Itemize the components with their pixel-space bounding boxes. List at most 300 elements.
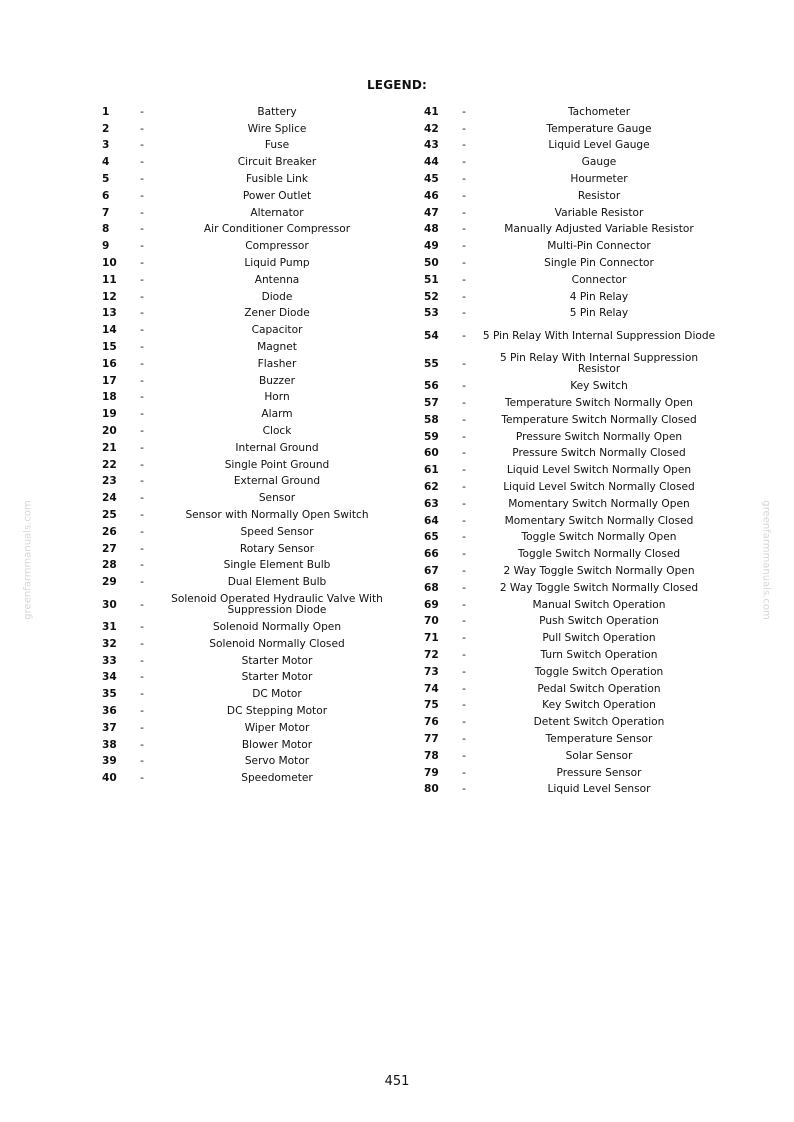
legend-number: 38 [102,738,117,751]
legend-separator: - [462,397,466,410]
legend-label: Zener Diode [244,307,310,320]
legend-separator: - [462,122,466,135]
legend-number: 56 [424,380,439,393]
legend-label: Speed Sensor [240,525,314,538]
legend-row [418,205,718,222]
legend-label: Pull Switch Operation [542,632,656,645]
legend-separator: - [140,408,144,421]
legend-separator: - [140,576,144,589]
legend-separator: - [462,565,466,578]
legend-row [418,580,718,597]
legend-label: Multi-Pin Connector [547,240,651,253]
legend-row [418,597,718,614]
legend-label: Detent Switch Operation [533,716,665,729]
legend-row [96,474,396,491]
legend-label: Hourmeter [570,173,628,186]
legend-label: Wiper Motor [244,721,310,734]
legend-separator: - [462,329,466,342]
legend-separator: - [140,559,144,572]
legend-number: 12 [102,290,117,303]
legend-row [418,138,718,155]
legend-separator: - [140,425,144,438]
legend-separator: - [140,357,144,370]
legend-row [96,524,396,541]
legend-row [96,322,396,339]
legend-row [418,429,718,446]
legend-row [418,630,718,647]
legend-row [418,446,718,463]
legend-separator: - [140,688,144,701]
legend-number: 40 [102,772,117,785]
legend-separator: - [140,755,144,768]
legend-number: 45 [424,173,439,186]
legend-label: Magnet [257,341,297,354]
legend-number: 62 [424,481,439,494]
legend-number: 44 [424,156,439,169]
legend-label: Solenoid Normally Closed [209,637,345,650]
legend-label: Horn [264,391,290,404]
legend-label: Starter Motor [241,654,313,667]
legend-label: Toggle Switch Normally Open [521,531,677,544]
legend-title: LEGEND: [366,78,428,92]
legend-row [96,770,396,787]
legend-number: 1 [102,105,110,118]
legend-row [418,104,718,121]
legend-separator: - [462,649,466,661]
legend-number: 24 [102,492,117,505]
legend-row [96,440,396,457]
legend-number: 72 [424,649,439,661]
legend-separator: - [140,257,144,270]
legend-separator: - [140,341,144,354]
legend-column-right [418,104,718,798]
legend-row [96,272,396,289]
legend-number: 33 [102,654,117,667]
legend-number: 46 [424,189,439,202]
legend-row [96,653,396,670]
legend-number: 30 [102,598,117,611]
legend-label: Manual Switch Operation [532,598,666,611]
legend-separator: - [462,447,466,460]
legend-separator: - [462,783,466,796]
legend-separator: - [140,105,144,118]
legend-separator: - [140,273,144,286]
legend-label: Alternator [250,206,304,219]
legend-separator: - [140,542,144,555]
legend-label: Rotary Sensor [239,542,315,555]
legend-label: Liquid Level Sensor [547,783,651,796]
legend-label: Temperature Sensor [545,732,653,745]
legend-label: Pressure Switch Normally Closed [512,447,686,460]
legend-row [96,255,396,272]
legend-number: 32 [102,637,117,650]
legend-label: Liquid Pump [244,257,310,270]
legend-label: Toggle Switch Normally Closed [517,548,681,561]
legend-label: Pedal Switch Operation [537,682,661,695]
legend-number: 79 [424,766,439,779]
legend-label: Alarm [261,408,293,421]
legend-row [96,507,396,524]
legend-separator: - [462,682,466,695]
legend-row [418,731,718,748]
legend-number: 34 [102,671,117,684]
legend-separator: - [140,156,144,169]
legend-number: 80 [424,783,439,796]
legend-separator: - [462,581,466,594]
legend-number: 10 [102,257,117,270]
legend-label: Speedometer [241,772,313,785]
legend-label: Wire Splice [247,122,307,135]
legend-number: 67 [424,565,439,578]
legend-row [96,636,396,653]
legend-row [96,356,396,373]
legend-number: 47 [424,206,439,219]
legend-number: 37 [102,721,117,734]
legend-separator: - [140,738,144,751]
legend-label: DC Stepping Motor [226,704,328,717]
legend-number: 35 [102,688,117,701]
legend-label: Momentary Switch Normally Open [508,497,690,510]
legend-number: 74 [424,682,439,695]
legend-row [96,154,396,171]
legend-row [418,412,718,429]
legend-number: 77 [424,732,439,745]
legend-label: Sensor [258,492,296,505]
legend-row [96,423,396,440]
legend-row [418,322,718,350]
legend-row [418,306,718,323]
legend-label: Temperature Switch Normally Closed [501,413,697,426]
legend-row [96,188,396,205]
legend-number: 51 [424,273,439,286]
legend-row [96,591,396,619]
legend-number: 22 [102,458,117,471]
legend-number: 28 [102,559,117,572]
legend-label: Dual Element Bulb [227,576,327,589]
legend-separator: - [462,156,466,169]
legend-label: Solenoid Normally Open [212,621,342,633]
watermark-left: greenfarmmanuals.com [22,500,34,620]
legend-row [418,513,718,530]
legend-separator: - [140,189,144,202]
legend-number: 26 [102,525,117,538]
legend-row [418,154,718,171]
legend-number: 61 [424,464,439,477]
legend-number: 15 [102,341,117,354]
legend-column-left [96,104,396,787]
legend-row [96,703,396,720]
legend-row [96,541,396,558]
legend-row [96,138,396,155]
legend-separator: - [462,766,466,779]
legend-separator: - [462,531,466,544]
legend-row [96,306,396,323]
legend-row [96,686,396,703]
legend-separator: - [140,509,144,522]
legend-number: 48 [424,223,439,236]
legend-separator: - [462,497,466,510]
legend-number: 17 [102,374,117,387]
legend-number: 36 [102,704,117,717]
legend-separator: - [462,464,466,477]
legend-number: 8 [102,223,110,236]
legend-label: Sensor with Normally Open Switch [185,509,369,522]
legend-number: 5 [102,173,110,186]
legend-label: 2 Way Toggle Switch Normally Open [503,565,695,578]
legend-number: 18 [102,391,117,404]
legend-separator: - [140,173,144,186]
legend-label: 5 Pin Relay With Internal Suppression Resistor [499,352,699,376]
legend-separator: - [462,548,466,561]
legend-separator: - [140,458,144,471]
legend-separator: - [140,374,144,387]
legend-row [418,546,718,563]
legend-separator: - [462,598,466,611]
legend-number: 25 [102,509,117,522]
legend-number: 57 [424,397,439,410]
legend-label: 4 Pin Relay [569,290,629,303]
legend-number: 27 [102,542,117,555]
legend-row [96,406,396,423]
legend-row [418,698,718,715]
legend-separator: - [140,290,144,303]
legend-label: Blower Motor [241,738,313,751]
legend-row [418,272,718,289]
legend-row [96,205,396,222]
legend-row [418,748,718,765]
legend-label: Battery [257,105,297,118]
legend-number: 63 [424,497,439,510]
legend-label: Pressure Sensor [556,766,642,779]
legend-separator: - [140,598,144,611]
legend-separator: - [462,105,466,118]
legend-label: Buzzer [259,374,295,387]
legend-row [96,238,396,255]
legend-row [418,664,718,681]
legend-label: Key Switch [570,380,628,393]
legend-separator: - [462,615,466,628]
legend-row [96,753,396,770]
legend-label: Liquid Level Gauge [548,139,650,152]
legend-number: 60 [424,447,439,460]
legend-separator: - [140,441,144,454]
legend-row [418,289,718,306]
legend-row [96,457,396,474]
legend-separator: - [462,380,466,393]
legend-label: 2 Way Toggle Switch Normally Closed [499,581,699,594]
legend-number: 31 [102,621,117,633]
legend-separator: - [140,525,144,538]
legend-separator: - [140,324,144,337]
legend-number: 53 [424,307,439,320]
legend-separator: - [140,206,144,219]
legend-number: 14 [102,324,117,337]
legend-row [96,104,396,121]
legend-row [96,737,396,754]
legend-number: 65 [424,531,439,544]
legend-number: 41 [424,105,439,118]
legend-label: Internal Ground [235,441,319,454]
legend-label: DC Motor [252,688,302,701]
legend-row [418,530,718,547]
legend-label: Antenna [254,273,300,286]
legend-label: Circuit Breaker [237,156,317,169]
legend-number: 59 [424,430,439,443]
legend-number: 58 [424,413,439,426]
legend-row [96,619,396,636]
legend-separator: - [140,475,144,488]
legend-row [418,171,718,188]
legend-row [418,395,718,412]
legend-separator: - [462,223,466,236]
legend-row [418,781,718,798]
legend-separator: - [140,139,144,152]
legend-row [96,373,396,390]
legend-label: Starter Motor [241,671,313,684]
legend-label: Tachometer [567,105,631,118]
legend-separator: - [140,223,144,236]
legend-number: 23 [102,475,117,488]
legend-row [418,238,718,255]
legend-number: 42 [424,122,439,135]
legend-separator: - [140,772,144,785]
legend-separator: - [462,206,466,219]
legend-row [96,670,396,687]
legend-row [418,255,718,272]
legend-label: Temperature Switch Normally Open [504,397,694,410]
legend-label: 5 Pin Relay With Internal Suppression Diode [482,329,716,342]
legend-number: 29 [102,576,117,589]
legend-label: Turn Switch Operation [540,649,658,661]
legend-label: Liquid Level Switch Normally Open [506,464,692,477]
legend-number: 20 [102,425,117,438]
legend-row [96,339,396,356]
legend-number: 69 [424,598,439,611]
legend-label: 5 Pin Relay [569,307,629,320]
legend-label: Pressure Switch Normally Open [515,430,683,443]
legend-number: 7 [102,206,110,219]
legend-label: Manually Adjusted Variable Resistor [504,223,694,236]
legend-separator: - [462,240,466,253]
legend-separator: - [462,632,466,645]
legend-label: Capacitor [251,324,303,337]
legend-label: Temperature Gauge [546,122,652,135]
legend-label: Servo Motor [244,755,310,768]
legend-separator: - [462,413,466,426]
legend-separator: - [462,732,466,745]
legend-separator: - [140,492,144,505]
legend-row [418,681,718,698]
legend-label: Flasher [257,357,297,370]
legend-number: 54 [424,329,439,342]
legend-label: Toggle Switch Operation [534,665,664,678]
legend-number: 66 [424,548,439,561]
legend-label: Single Element Bulb [223,559,331,572]
legend-label: Fusible Link [246,173,308,186]
legend-number: 39 [102,755,117,768]
legend-label: Key Switch Operation [542,699,656,712]
legend-separator: - [140,637,144,650]
legend-separator: - [462,430,466,443]
legend-row [418,496,718,513]
legend-number: 68 [424,581,439,594]
legend-label: Diode [261,290,293,303]
legend-number: 19 [102,408,117,421]
legend-row [418,765,718,782]
legend-row [418,479,718,496]
legend-separator: - [140,240,144,253]
legend-separator: - [462,699,466,712]
legend-row [96,558,396,575]
legend-number: 3 [102,139,110,152]
legend-label: Solar Sensor [565,749,633,762]
legend-row [418,350,718,378]
legend-label: Single Pin Connector [544,257,654,270]
legend-separator: - [462,257,466,270]
legend-row [418,614,718,631]
legend-separator: - [462,307,466,320]
legend-row [96,574,396,591]
legend-row [418,222,718,239]
legend-row [96,222,396,239]
legend-separator: - [462,357,466,370]
legend-number: 9 [102,240,110,253]
legend-separator: - [140,704,144,717]
legend-label: Fuse [264,139,290,152]
legend-row [96,171,396,188]
legend-number: 76 [424,716,439,729]
legend-number: 43 [424,139,439,152]
legend-row [96,289,396,306]
legend-row [418,647,718,664]
legend-number: 52 [424,290,439,303]
legend-number: 64 [424,514,439,527]
legend-separator: - [462,749,466,762]
legend-label: Momentary Switch Normally Closed [504,514,694,527]
legend-label: Liquid Level Switch Normally Closed [503,481,695,494]
legend-label: Solenoid Operated Hydraulic Valve With Suppression Diode [171,593,383,617]
legend-row [418,714,718,731]
legend-separator: - [462,173,466,186]
legend-separator: - [462,716,466,729]
legend-separator: - [140,721,144,734]
legend-number: 4 [102,156,110,169]
legend-number: 71 [424,632,439,645]
legend-separator: - [140,391,144,404]
legend-number: 49 [424,240,439,253]
legend-row [96,390,396,407]
legend-row [96,490,396,507]
legend-label: Resistor [577,189,621,202]
legend-row [418,378,718,395]
legend-separator: - [140,671,144,684]
legend-label: Clock [262,425,292,438]
legend-row [96,720,396,737]
legend-label: Variable Resistor [554,206,644,219]
legend-row [96,121,396,138]
legend-row [418,462,718,479]
legend-separator: - [462,290,466,303]
legend-separator: - [462,273,466,286]
watermark-right: greenfarmmanuals.com [760,500,772,620]
legend-separator: - [140,122,144,135]
legend-number: 21 [102,441,117,454]
legend-number: 11 [102,273,117,286]
legend-separator: - [462,189,466,202]
legend-label: Power Outlet [242,189,312,202]
legend-label: Connector [571,273,627,286]
page-number: 451 [384,1074,410,1089]
